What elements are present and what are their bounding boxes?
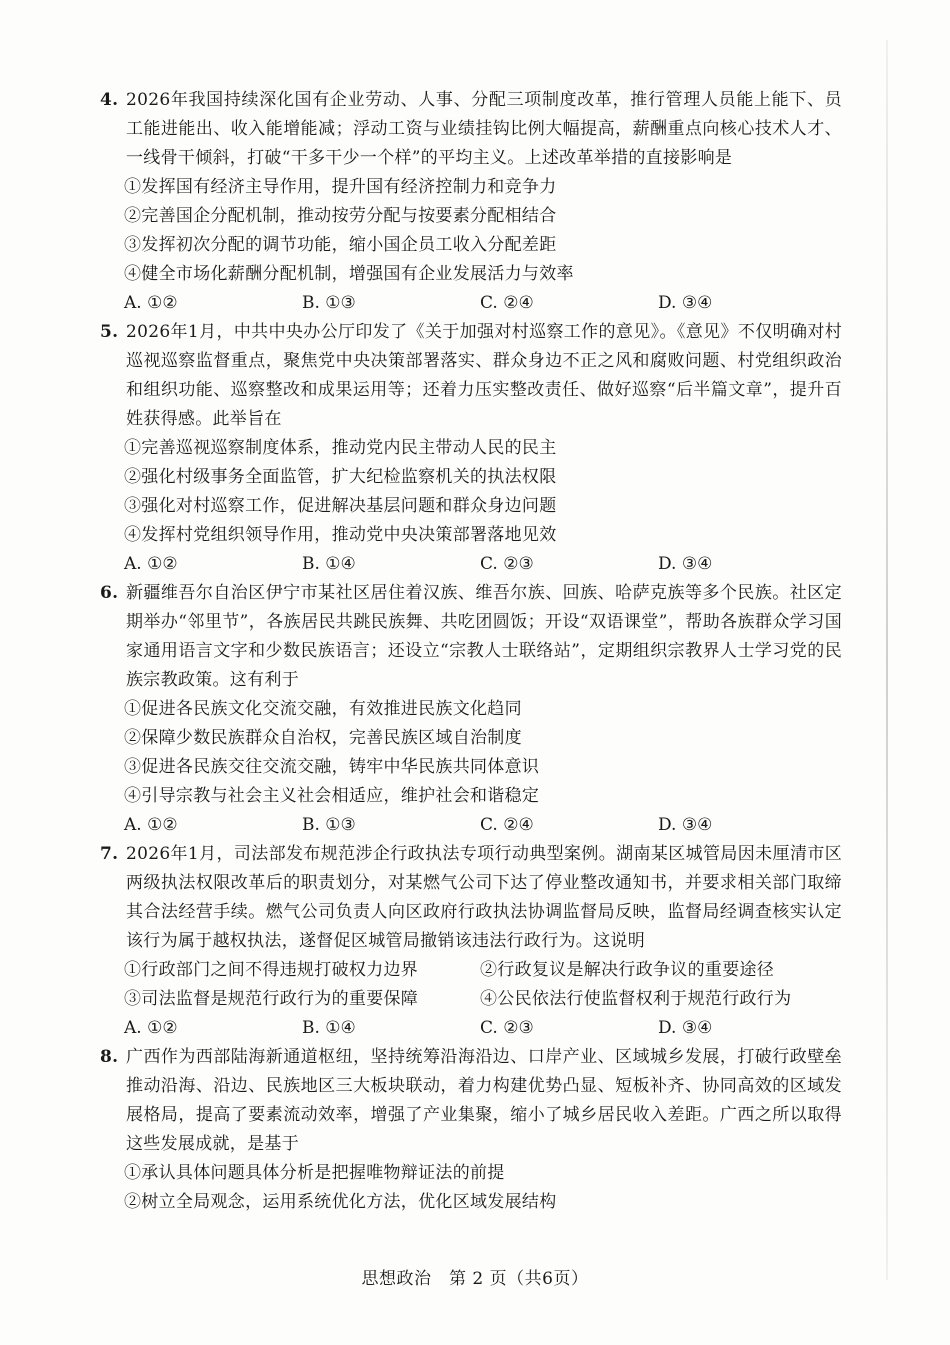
statement-option: ④引导宗教与社会主义社会相适应，维护社会和谐稳定 — [124, 786, 540, 806]
statement-option-row — [106, 985, 842, 1014]
question-number: 4. — [100, 90, 119, 110]
question-stem — [100, 1043, 842, 1159]
statement-option: ③促进各民族交往交流交融，铸牢中华民族共同体意识 — [124, 757, 540, 777]
exam-page-content — [100, 86, 842, 1217]
statement-option: ①承认具体问题具体分析是把握唯物辩证法的前提 — [124, 1163, 505, 1183]
question-number: 5. — [100, 322, 119, 342]
statement-option: ①发挥国有经济主导作用，提升国有经济控制力和竞争力 — [124, 177, 557, 197]
question-stem — [100, 318, 842, 434]
question-text: 广西作为西部陆海新通道枢纽，坚持统筹沿海沿边、口岸产业、区域城乡发展，打破行政壁垒推动沿海、沿边、民族地区三大板块联动，着力构建优势凸显、短板补齐、协同高效的区域发展格局，提高了要素流动效率，增强了产业集聚，缩小了城乡居民收入差距。广西之所以取得这些发展成就，是基于 — [126, 1047, 842, 1154]
page-footer: 思想政治 第 2 页（共6页） — [361, 1269, 589, 1289]
question-5 — [100, 318, 842, 579]
choice-b: B. ①③ — [302, 815, 356, 835]
statement-option: ②树立全局观念，运用系统优化方法，优化区域发展结构 — [124, 1192, 557, 1212]
choice-d: D. ③④ — [658, 815, 713, 835]
statement-option: ③发挥初次分配的调节功能，缩小国企员工收入分配差距 — [124, 235, 557, 255]
answer-choices — [106, 289, 842, 318]
question-8 — [100, 1043, 842, 1217]
answer-choices — [106, 1014, 842, 1043]
question-number: 7. — [100, 844, 119, 864]
question-text: 新疆维吾尔自治区伊宁市某社区居住着汉族、维吾尔族、回族、哈萨克族等多个民族。社区定期举办“邻里节”，各族居民共跳民族舞、共吃团圆饭；开设“双语课堂”，帮助各族群众学习国家通用语言文字和少数民族语言；还设立“宗教人士联络站”，定期组织宗教界人士学习党的民族宗教政策。这有利于 — [126, 583, 842, 690]
statement-option: ④发挥村党组织领导作用，推动党中央决策部署落地见效 — [124, 525, 557, 545]
choice-a: A. ①② — [124, 815, 178, 835]
question-text: 2026年1月，中共中央办公厅印发了《关于加强对村巡察工作的意见》。《意见》不仅明确对村巡视巡察监督重点，聚焦党中央决策部署落实、群众身边不正之风和腐败问题、村党组织政治和组织功能、巡察整改和成果运用等；还着力压实整改责任、做好巡察“后半篇文章”，提升百姓获得感。此举旨在 — [126, 322, 842, 429]
question-number: 8. — [100, 1047, 119, 1067]
choice-b: B. ①④ — [302, 1018, 356, 1038]
choice-c: C. ②③ — [480, 554, 534, 574]
statement-option: ①行政部门之间不得违规打破权力边界 — [124, 960, 419, 980]
choice-d: D. ③④ — [658, 554, 713, 574]
statement-option: ②强化村级事务全面监管，扩大纪检监察机关的执法权限 — [124, 467, 557, 487]
choice-c: C. ②④ — [480, 815, 534, 835]
answer-choices — [106, 811, 842, 840]
page-edge-shadow — [886, 40, 888, 1280]
choice-c: C. ②③ — [480, 1018, 534, 1038]
statement-option: ③司法监督是规范行政行为的重要保障 — [124, 989, 419, 1009]
choice-d: D. ③④ — [658, 1018, 713, 1038]
statement-option: ③强化对村巡察工作，促进解决基层问题和群众身边问题 — [124, 496, 557, 516]
choice-c: C. ②④ — [480, 293, 534, 313]
question-stem — [100, 579, 842, 695]
statement-option: ①促进各民族文化交流交融，有效推进民族文化趋同 — [124, 699, 522, 719]
choice-a: A. ①② — [124, 554, 178, 574]
question-7 — [100, 840, 842, 1043]
statement-option: ④公民依法行使监督权利于规范行政行为 — [480, 989, 792, 1009]
question-4 — [100, 86, 842, 318]
question-stem — [100, 840, 842, 956]
statement-option: ④健全市场化薪酬分配机制，增强国有企业发展活力与效率 — [124, 264, 574, 284]
statement-option: ②保障少数民族群众自治权，完善民族区域自治制度 — [124, 728, 522, 748]
statement-option-row — [106, 956, 842, 985]
statement-option: ①完善巡视巡察制度体系，推动党内民主带动人民的民主 — [124, 438, 557, 458]
choice-d: D. ③④ — [658, 293, 713, 313]
answer-choices — [106, 550, 842, 579]
question-number: 6. — [100, 583, 119, 603]
statement-option: ②完善国企分配机制，推动按劳分配与按要素分配相结合 — [124, 206, 557, 226]
question-text: 2026年1月，司法部发布规范涉企行政执法专项行动典型案例。湖南某区城管局因未厘清市区两级执法权限改革后的职责划分，对某燃气公司下达了停业整改通知书，并要求相关部门取缔其合法经营手续。燃气公司负责人向区政府行政执法协调监督局反映，监督局经调查核实认定该行为属于越权执法，遂督促区城管局撤销该违法行政行为。这说明 — [126, 844, 842, 951]
choice-a: A. ①② — [124, 1018, 178, 1038]
question-text: 2026年我国持续深化国有企业劳动、人事、分配三项制度改革，推行管理人员能上能下、员工能进能出、收入能增能减；浮动工资与业绩挂钩比例大幅提高，薪酬重点向核心技术人才、一线骨干倾斜，打破“干多干少一个样”的平均主义。上述改革举措的直接影响是 — [126, 90, 842, 168]
question-6 — [100, 579, 842, 840]
question-stem — [100, 86, 842, 173]
choice-a: A. ①② — [124, 293, 178, 313]
statement-option: ②行政复议是解决行政争议的重要途径 — [480, 960, 775, 980]
choice-b: B. ①③ — [302, 293, 356, 313]
choice-b: B. ①④ — [302, 554, 356, 574]
